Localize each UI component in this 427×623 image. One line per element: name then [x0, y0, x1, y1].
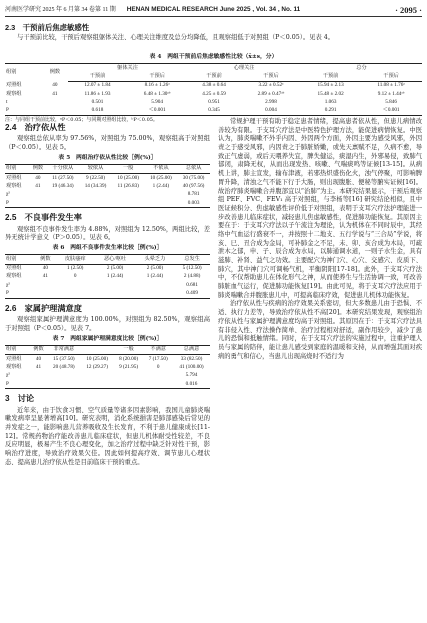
table-row: χ² 0.681 [6, 281, 198, 288]
table-row: 观察组 41 19 (46.34) 14 (34.39) 11 (26.83) 1 (2.44) 40 (97.56) [6, 182, 205, 189]
table-row: χ² 8.781 [6, 191, 200, 198]
table-row: P 0.003 [5, 199, 210, 208]
table-header: 心理关注 [187, 63, 301, 72]
section-heading: 2.6 家属护理满意度 [5, 303, 82, 313]
paragraph: 观察组不良事件发生率为 4.88%，对照组为 12.50%，两组比较，差异无统计学意义（P＞0.05）。见表 6。 [5, 225, 210, 242]
table-row: 对照组 40 11 (27.50) 9 (22.50) 10 (25.00) 10 (25.00) 30 (75.00) [6, 174, 205, 181]
table-note: 注：与同组干预前比较，ᵃP＜0.05；与同期对照组比较，ᵇP＜0.05。 [5, 117, 158, 124]
table-caption: 表 6 两组不良事件发生率比较［例(%)］ [52, 245, 163, 252]
section-heading: 2.5 不良事件发生率 [5, 213, 82, 223]
data-table [5, 63, 422, 116]
table-row: t 0.501 5.904 0.951 2.998 1.063 5.846 [6, 99, 397, 106]
data-table: 组别 例数 皮肤瘙痒 恶心/呕吐 头晕乏力 总发生 对照组 40 1 (2.50) 2 (5.00) 2 (5.00) 5 (12.50) 观察组 41 0 1 (2.44) 1 (2.44) 2 (4.88) χ² 0.681 P 0.409 [5, 254, 210, 299]
journal-cn: 河南医学研究 2025 年 6 月第 34 卷第 11 期 [5, 7, 116, 13]
section-2-3 [5, 21, 422, 43]
table-caption: 表 7 两组家属护理满意度比较［例(%)］ [52, 335, 163, 342]
paragraph: 观察组家属护理满意度为 100.00%，对照组为 82.50%，观察组高于对照组（P＜0.05）。见表 7。 [5, 316, 210, 332]
left-column [5, 118, 210, 468]
table-header: 总分 [301, 63, 422, 72]
section-heading: 2.4 治疗依从性 [5, 123, 66, 132]
section-heading: 3 讨论 [5, 394, 35, 404]
data-table: 组别 例数 非常满意 一般 不满意 总满意 对照组 40 15 (37.50) 10 (25.00) 8 (20.00) 7 (17.50) 33 (82.50) 观察组 41 20 (48.78) 12 (29.27) 9 (21.95) 0 41 (100.00) χ² 5.794 P 0.016 [5, 345, 210, 390]
table-row: P 0.409 [5, 290, 210, 299]
table-caption: 表 5 两组治疗依从性比较［例(%)］ [58, 154, 157, 161]
table-4 [5, 52, 422, 126]
table-header: 干预前 [301, 72, 360, 81]
table-header: 躯体关注 [68, 63, 187, 72]
table-row: 观察组 41 20 (48.78) 12 (29.27) 9 (21.95) 0 41 (100.00) [6, 363, 204, 370]
table-row: P 0.618 ＜0.001 0.345 0.004 0.291 ＜0.001 [5, 107, 422, 116]
header-rule [5, 16, 422, 17]
table-header: 干预后 [127, 72, 187, 81]
paragraph: 与干预前比较，干预后观察组躯体关注、心理关注维度及总分均降低，且观察组低于对照组（P＜0.05）。见表 4。 [17, 34, 335, 42]
table-row: P 0.016 [5, 380, 210, 389]
paragraph: 治疗依从性与疾病的治疗效果关系密切，但大多数患儿由于恐惧、不适、执行力差等，导致治疗依从性不高[20]。本研究结果发现，观察组治疗依从性与家属护理满意度均高于对照组。其原因在于：于支耳穴疗法具有非侵入性、疗法操作简单、治疗过程相对舒适，副作用较少，减少了患儿的恐惧和抵触情绪。同时，在于支耳穴疗法的实施过程中，注重护理人员与家属的陪伴，能让患儿感受到家庭的温暖和支持，从而增强其面对疾病的勇气和信心，当患儿出现高烧时不适行为 [218, 300, 422, 360]
table-header: 干预前 [68, 72, 127, 81]
table-row: 观察组 41 11.86 ± 1.93 6.48 ± 1.30ᵃᵇ 4.25 ± 0.59 2.89 ± 0.47ᵃᵇ 15.48 ± 2.02 9.12 ± 1.44ᵃᵇ [6, 90, 405, 97]
table-header: 组别 [5, 63, 42, 81]
section-heading: 2.3 干预前后焦虑敏感性 [5, 23, 90, 32]
table-row: 观察组 41 0 1 (2.44) 1 (2.44) 2 (4.88) [6, 273, 201, 280]
table-row: χ² 5.794 [6, 372, 198, 379]
table-header: 干预后 [241, 72, 301, 81]
paragraph: 观察组总依从率为 97.56%，对照组为 75.00%，观察组高于对照组（P＜0.05）。见表 5。 [5, 135, 210, 151]
table-header: 例数 [42, 63, 68, 81]
data-table: 组别 例数 十分依从 较依从 一般 不依从 总依从 对照组 40 11 (27.50) 9 (22.50) 10 (25.00) 10 (25.00) 30 (75.00) 观察组 41 19 (46.34) 14 (34.39) 11 (26.83) 1 (2.44) 40 (97.56) χ² 8.781 P 0.003 [5, 164, 210, 209]
table-header: 干预前 [187, 72, 241, 81]
table-row: 对照组 40 12.07 ± 1.84 8.16 ± 1.26ᵃ 4.38 ± 0.64 3.22 ± 0.52ᵃ 15.94 ± 2.13 11.08 ± 1.76ᵃ [6, 82, 405, 89]
journal-en: HENAN MEDICAL RESEARCH June 2025 , Vol. 34 , No. 11 [126, 6, 301, 13]
right-column [218, 118, 422, 361]
table-caption: 表 4 两组干预前后焦虑敏感性比较（x̄±s，分） [149, 54, 278, 60]
table-row: 对照组 40 1 (2.50) 2 (5.00) 2 (5.00) 5 (12.50) [6, 265, 202, 272]
paragraph: 常规护理干预有助于稳定患者情绪，提高患者依从性，但患儿病情改善较为有限。于支耳穴疗法是中医特色护理方法，能促进病情恢复。中医认为，肺炎喘嗽不外乎内因、外因两个方面，外因主要为感受风邪，外因责之于感受风邪，内因责之于肺脏娇嫩，或先天禀赋不足，久病不愈，导致正气虚弱，或后天喂养失宜，脾失健运，痰湿内生，外邪易侵，致肺气郁闭，肃降无权，从而出现发热、咳嗽、气喘痰鸣等证候[13-15]。从病机上讲，肺主宣发，输布津液，若邪热炽盛伤化火，浊气停聚，可影响脾胃升降，清浊之气不能下行于大肠，则出现腹胀、便秘等腑实证候[16]。故治疗肺炎喘嗽合并腹部宜以“治肺”为主。本研究结果显示，干预后观察组 PEF、FVC、FEV₁ 高于对照组，与李杨等[16] 研究结论相似，且中医证候积分、焦虑敏感性评价低于对照组，表明于支耳穴疗法护理能进一步改善患儿临床症状，减轻患儿焦虑敏感性，促进肺功能恢复。其原因主要在于：于支耳穴疗法以子午流注为理论，认为机体在不同时辰中，其经络中气血运行盛衰不一，并按照十二地支、五行学说与“三合局”学说，将亥、巳、丑合成为金局，可补肺金之不足，未、卯、亥合成为木局，可疏泄木之郁，申、子、辰合成为水局，以肺通调水道，一则子水生金，具有滋肺、补肾、益气之功效。主要配穴为神门穴、心穴、交感穴、皮质下、肺穴，其中神门穴可调畅气机，平衡阴阳[17-18]。此外，于支耳穴疗法中，不仅帮助患儿在体化形气之神，从而使养生与生活协调一致，可改善肺脏血气运行，促进肺功能恢复[19]。由此可见，将于支耳穴疗法应用于肺炎喘嗽合并腹胀患儿中，可提高临床疗效，促进患儿机体功能恢复。 [218, 118, 422, 299]
table-header: 干预后 [360, 72, 422, 81]
page-number: · 2095 · [395, 5, 422, 15]
table-row: 对照组 40 15 (37.50) 10 (25.00) 8 (20.00) 7 (17.50) 33 (82.50) [6, 355, 203, 362]
paragraph: 近年来，由于饮食习惯、空气质量等诸多因素影响，我国儿童肺炎喘嗽发病率呈显著增高[10]。研究表明，消化系统損害是肺部感染后常见的并发症之一，能影响患儿营养吸收及生长发育，不利于患儿健康成长[11-12]。常规药物治疗能改善患儿临床症状，但患儿机体耐受性较差，不良反应明显，极易产生不良心理变化，加之治疗过程中缺乏针对性干预，影响治疗进度，导致治疗效果欠佳。因此如何提高疗效、调节患儿心理状态、提高患儿治疗依从性是目前临床干预的重点。 [5, 406, 210, 466]
